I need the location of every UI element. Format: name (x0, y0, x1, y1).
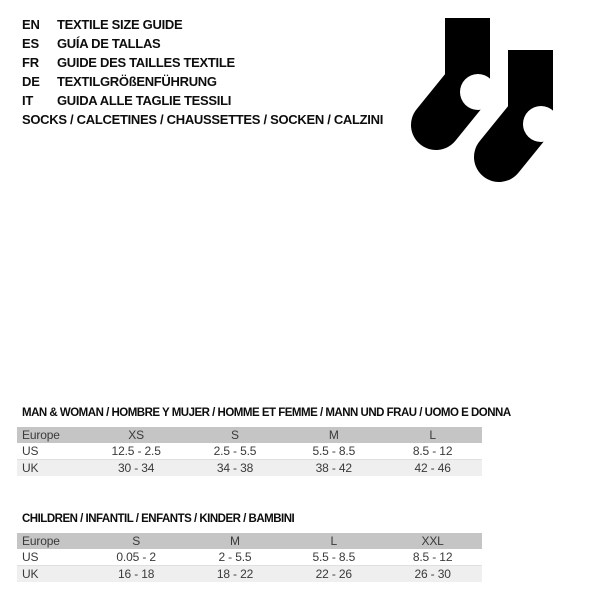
column-header: M (230, 534, 240, 548)
table-row (17, 549, 482, 566)
language-row (22, 53, 235, 72)
socks-icon (405, 10, 565, 182)
language-code: FR (22, 55, 39, 70)
size-cell: 2 - 5.5 (218, 550, 252, 564)
language-label: TEXTILE SIZE GUIDE (57, 17, 183, 32)
table-title: MAN & WOMAN / HOMBRE Y MUJER / HOMME ET FEMME / MANN UND FRAU / UOMO E DONNA (22, 407, 511, 419)
size-cell: 12.5 - 2.5 (111, 444, 161, 458)
size-cell: 5.5 - 8.5 (312, 550, 356, 564)
size-table-children (17, 512, 482, 582)
column-header: S (132, 534, 141, 548)
language-label: GUIDA ALLE TAGLIE TESSILI (57, 93, 232, 108)
column-header: Europe (22, 428, 60, 442)
size-cell: 38 - 42 (315, 461, 352, 475)
language-row (22, 72, 235, 91)
column-header: S (231, 428, 239, 442)
table-header-row (17, 533, 482, 549)
adults-size-table (17, 427, 482, 476)
column-header: L (330, 534, 338, 548)
language-code: EN (22, 17, 40, 32)
size-cell: 8.5 - 12 (412, 550, 453, 564)
region-cell: UK (22, 461, 39, 475)
column-header: L (429, 428, 436, 442)
table-row (17, 443, 482, 460)
language-list (22, 15, 235, 110)
language-row (22, 91, 235, 110)
region-cell: US (22, 444, 39, 458)
size-table-adults (17, 406, 511, 476)
size-cell: 30 - 34 (118, 461, 155, 475)
column-header: XS (128, 428, 145, 442)
region-cell: US (22, 550, 39, 564)
product-category-line: SOCKS / CALCETINES / CHAUSSETTES / SOCKEN / CALZINI (22, 112, 384, 127)
language-label: GUÍA DE TALLAS (57, 36, 161, 51)
table-row (17, 460, 482, 477)
language-label: TEXTILGRÖßENFÜHRUNG (57, 74, 217, 89)
children-size-table (17, 533, 482, 582)
language-code: IT (22, 93, 34, 108)
region-cell: UK (22, 567, 39, 581)
size-cell: 18 - 22 (216, 567, 254, 581)
size-cell: 0.05 - 2 (116, 550, 156, 564)
size-cell: 26 - 30 (414, 567, 451, 581)
table-row (17, 566, 482, 583)
language-row (22, 34, 235, 53)
language-row (22, 15, 235, 34)
size-cell: 16 - 18 (118, 567, 155, 581)
table-title: CHILDREN / INFANTIL / ENFANTS / KINDER / BAMBINI (22, 513, 295, 525)
size-cell: 42 - 46 (414, 461, 451, 475)
column-header: M (328, 428, 339, 442)
column-header: XXL (421, 534, 444, 548)
language-code: DE (22, 74, 40, 89)
language-code: ES (22, 36, 39, 51)
table-header-row (17, 427, 482, 443)
sock-back (436, 18, 496, 125)
column-header: Europe (22, 534, 60, 548)
size-cell: 34 - 38 (216, 461, 254, 475)
size-cell: 8.5 - 12 (412, 444, 453, 458)
size-cell: 5.5 - 8.5 (312, 444, 356, 458)
size-cell: 22 - 26 (315, 567, 352, 581)
language-label: GUIDE DES TAILLES TEXTILE (57, 55, 235, 70)
size-cell: 2.5 - 5.5 (213, 444, 257, 458)
